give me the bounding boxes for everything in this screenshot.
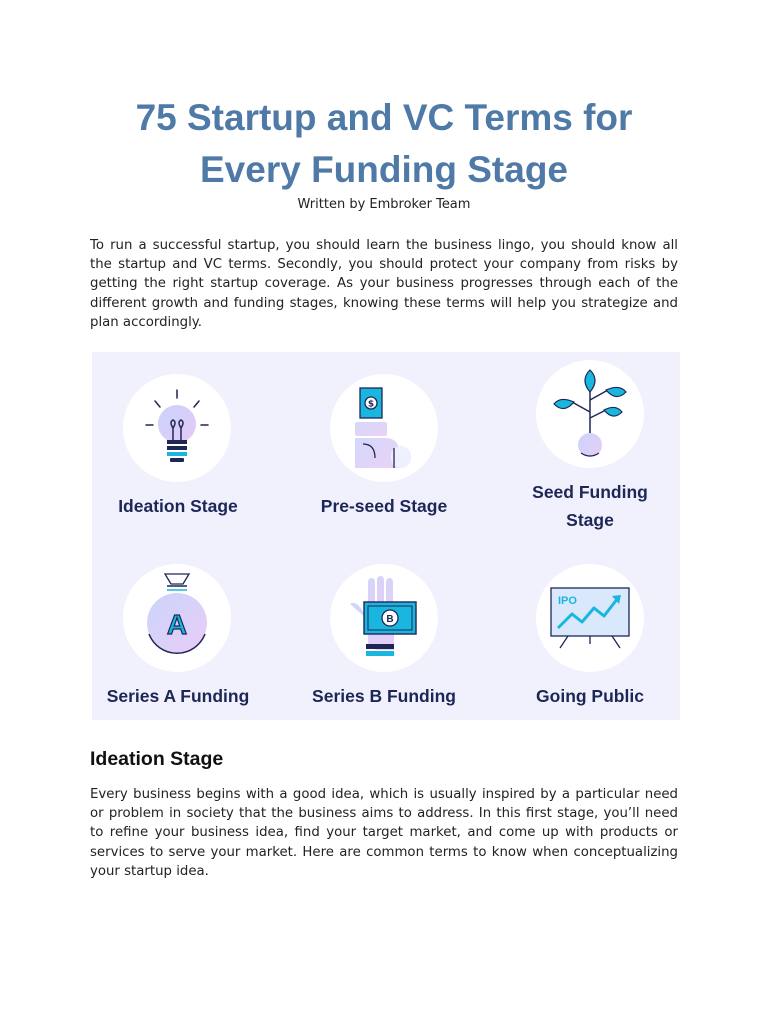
section-heading: Ideation Stage: [90, 748, 224, 770]
money-hand-icon: [330, 374, 438, 482]
ipo-chart-icon: [536, 564, 644, 672]
stage-label-seed: [492, 478, 688, 534]
author-byline: Written by Embroker Team: [297, 197, 471, 212]
money-bag-icon: [123, 564, 231, 672]
section-body: Every business begins with a good idea, which is usually inspired by a particular need or problem in society that the business aims to address. In this first stage, you’ll need to refine your business idea, find your target market, and come up with products or services to serve your market. Here are common terms to know when conceptualizing your startup idea.: [90, 787, 678, 879]
funding-stages-infographic: [92, 352, 680, 720]
stage-label-seed-line-2: Stage: [566, 510, 614, 530]
stage-label-series-a: Series A Funding: [106, 686, 250, 706]
stage-label-ipo: Going Public: [536, 686, 644, 706]
stage-label-preseed: Pre-seed Stage: [320, 496, 448, 516]
hand-banknote-icon: [330, 564, 438, 672]
sprout-icon: [536, 360, 644, 468]
page-title: [60, 92, 708, 196]
series-a-badge: A: [166, 609, 188, 640]
lightbulb-icon: [123, 374, 231, 482]
title-line-1: 75 Startup and VC Terms for: [135, 97, 633, 138]
title-line-2: Every Funding Stage: [199, 149, 568, 190]
series-b-badge: B: [386, 614, 394, 625]
svg-text:$: $: [367, 399, 375, 410]
stage-label-seed-line-1: Seed Funding: [532, 482, 648, 502]
stage-label-ideation: Ideation Stage: [118, 496, 238, 516]
ipo-badge: IPO: [558, 595, 577, 607]
stage-label-series-b: Series B Funding: [312, 686, 456, 706]
intro-paragraph: To run a successful startup, you should learn the business lingo, you should know all the startup and VC terms. Secondly, you should protect your company from risks by getting the right startup coverage. As your business progresses through each of the different growth and funding stages, knowing these terms will help you strategize and plan accordingly.: [90, 238, 678, 330]
